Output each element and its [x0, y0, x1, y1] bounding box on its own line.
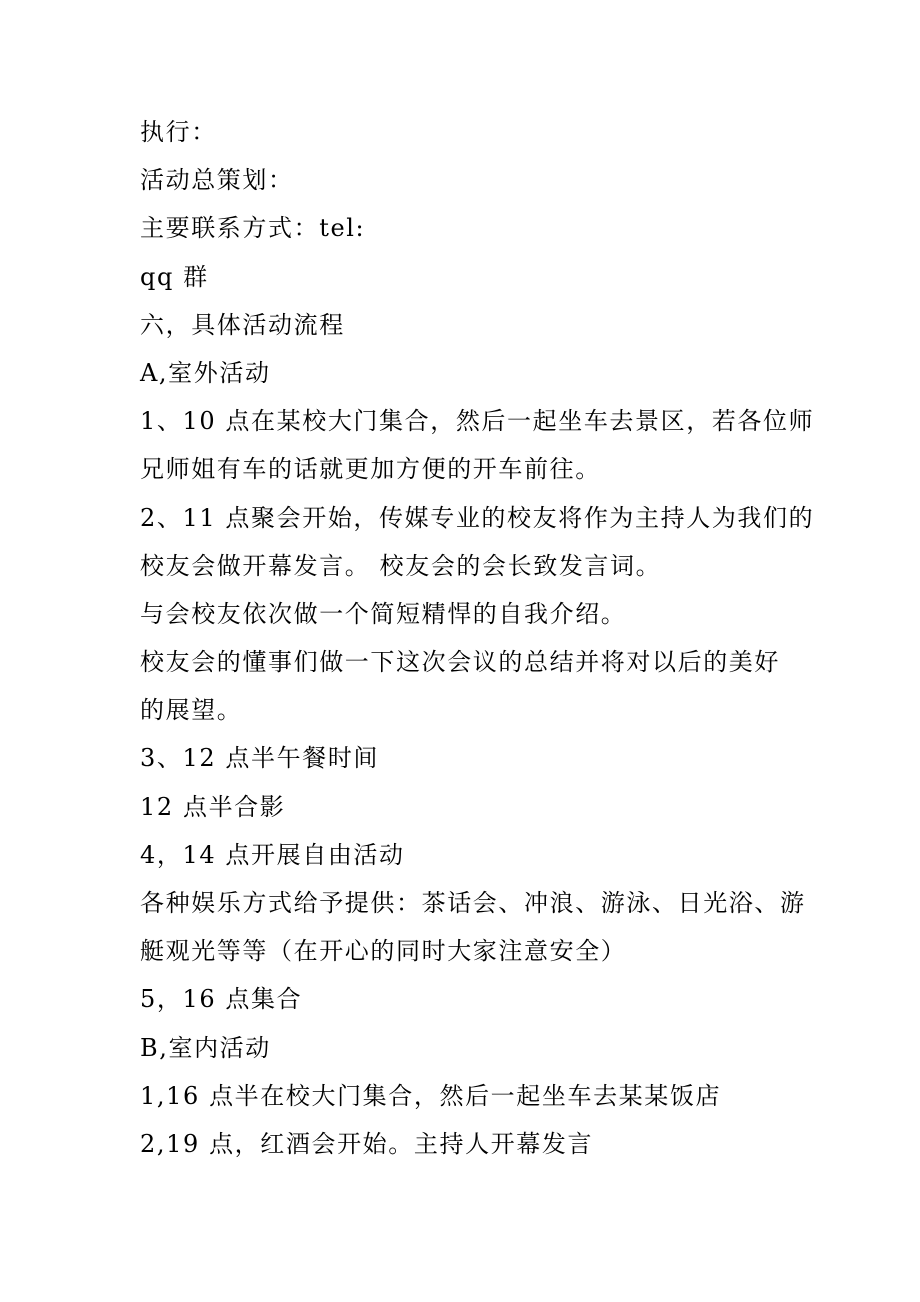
paragraph-line: 2、11 点聚会开始，传媒专业的校友将作为主持人为我们的 [140, 503, 815, 532]
document-body [140, 111, 815, 1171]
paragraph-line: 2,19 点，红酒会开始。主持人开幕发言 [140, 1129, 594, 1158]
line-contact: 主要联系方式：tel: [140, 214, 366, 243]
subheading-indoor: B,室内活动 [140, 1033, 271, 1062]
section-heading-activity-flow: 六，具体活动流程 [140, 310, 345, 339]
paragraph-line: 4，14 点开展自由活动 [140, 840, 405, 869]
paragraph-line: 5，16 点集合 [140, 985, 303, 1014]
paragraph-line: 的展望。 [140, 696, 243, 725]
paragraph-line: 3、12 点半午餐时间 [140, 744, 380, 773]
line-qq-group: qq 群 [140, 262, 209, 291]
paragraph-line: 各种娱乐方式给予提供：茶话会、冲浪、游泳、日光浴、游 [140, 889, 806, 917]
paragraph-line: 与会校友依次做一个简短精悍的自我介绍。 [140, 599, 627, 628]
paragraph-line: 艇观光等等（在开心的同时大家注意安全） [140, 937, 627, 966]
paragraph-line: 校友会做开幕发言。 校友会的会长致发言词。 [140, 551, 662, 580]
line-executor: 执行： [140, 118, 217, 146]
paragraph-line: 兄师姐有车的话就更加方便的开车前往。 [140, 455, 601, 484]
paragraph-line: 1,16 点半在校大门集合，然后一起坐车去某某饭店 [140, 1081, 722, 1110]
paragraph-line: 校友会的懂事们做一下这次会议的总结并将对以后的美好 [140, 648, 780, 677]
subheading-outdoor: A,室外活动 [140, 358, 271, 387]
paragraph-line: 1、10 点在某校大门集合，然后一起坐车去景区，若各位师 [140, 407, 815, 436]
line-general-planner: 活动总策划： [140, 166, 294, 195]
paragraph-line: 12 点半合影 [140, 792, 286, 821]
